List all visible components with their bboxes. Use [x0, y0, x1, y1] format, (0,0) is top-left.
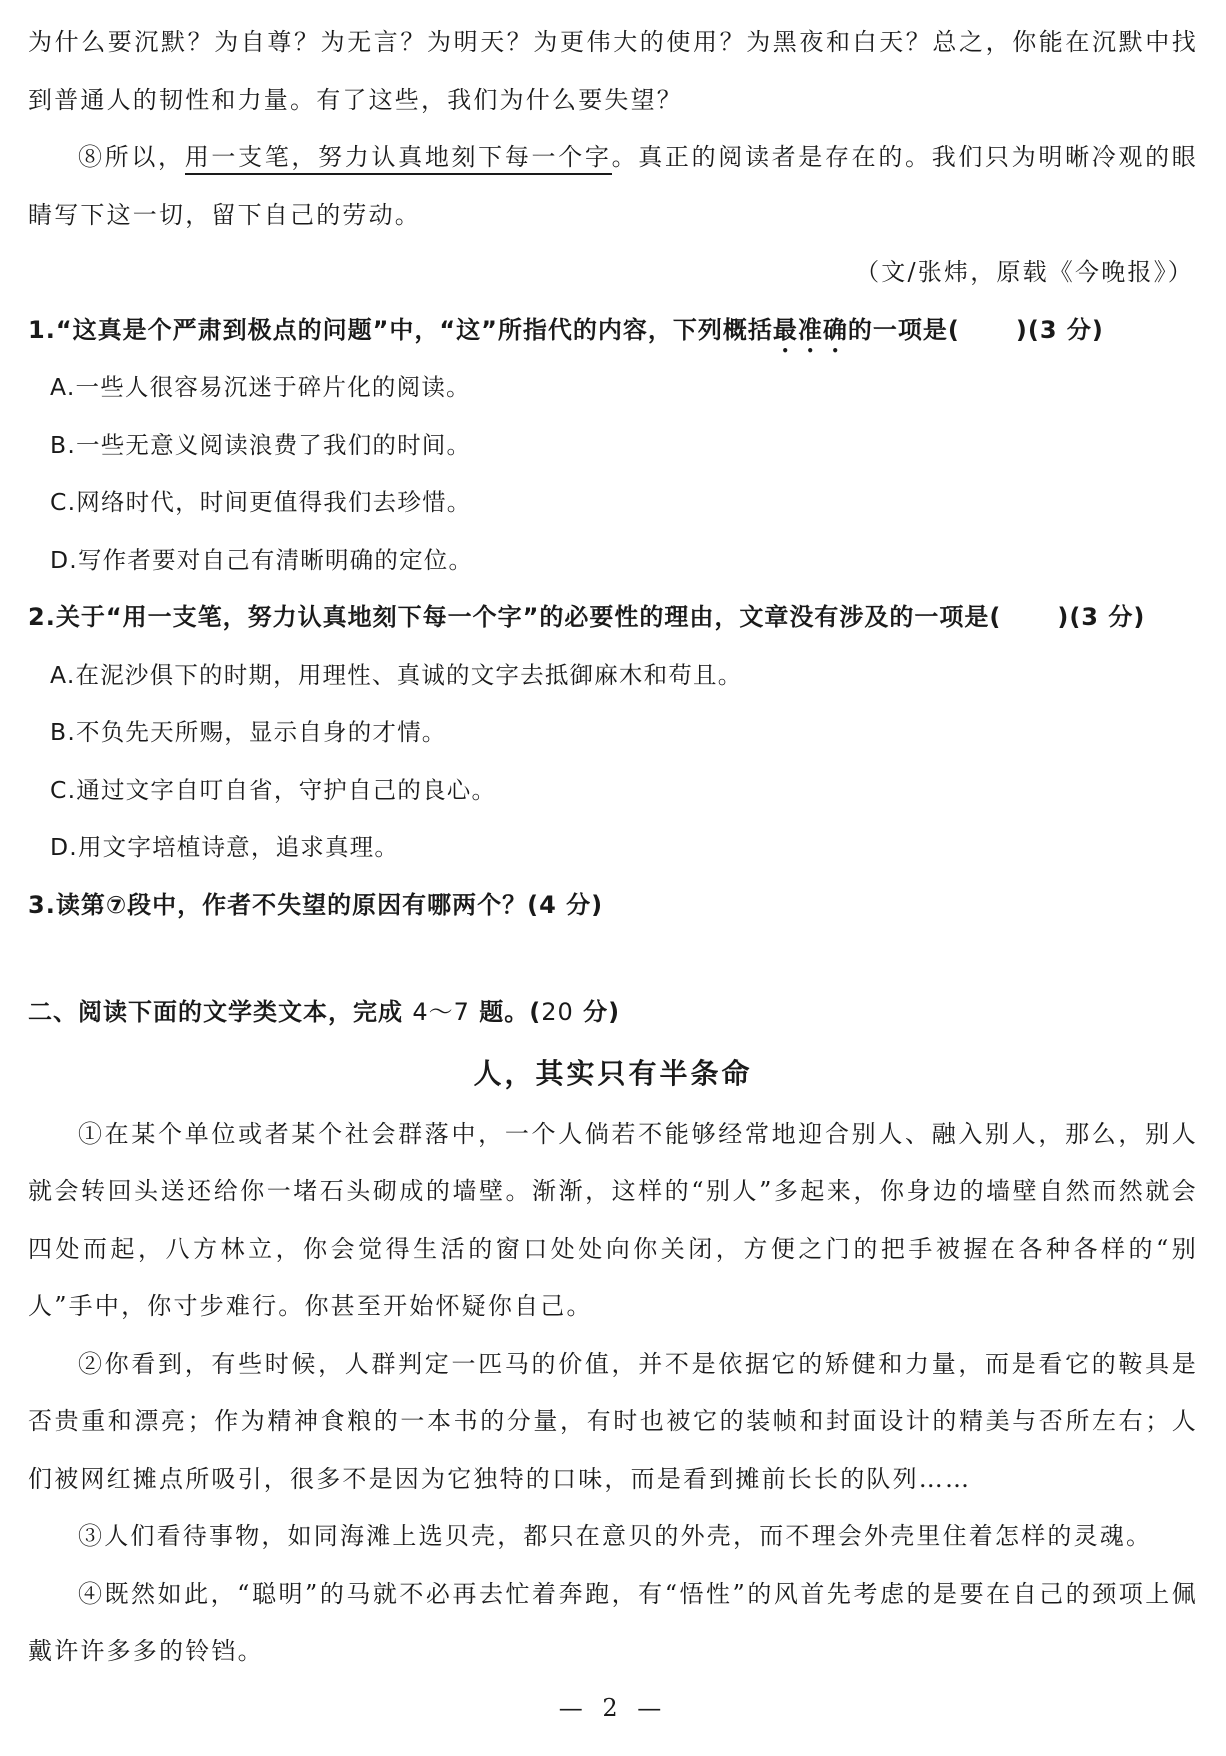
section-2-prefix: 二、阅读下面的文学类文本，完成 [28, 998, 403, 1026]
section-2-suffix: 分) [583, 998, 621, 1026]
article-paragraph-1: ①在某个单位或者某个社会群落中，一个人倘若不能够经常地迎合别人、融入别人，那么，别人就会转回头送还给你一堵石头砌成的墙壁。渐渐，这样的“别人”多起来，你身边的墙壁自然而然就会四处而起，八方林立，你会觉得生活的窗口处处向你关闭，方便之门的把手被握在各种各样的“别人”手中，你寸步难行。你甚至开始怀疑你自己。 [28, 1119, 1198, 1320]
section-2-points: 20 [541, 998, 574, 1026]
article-title: 人，其实只有半条命 [473, 1056, 753, 1090]
question-2-option-a: A.在泥沙俱下的时期，用理性、真诚的文字去抵御麻木和苟且。 [50, 660, 743, 689]
question-1-score: )(3 分) [1015, 315, 1104, 344]
question-1 [28, 302, 1198, 360]
answer-space[interactable] [28, 934, 1198, 984]
source-citation: （文/张炜，原载《今晚报》） [855, 258, 1194, 286]
question-1-emphasis: 最准确 [772, 315, 848, 344]
question-1-option-a: A.一些人很容易沉迷于碎片化的阅读。 [50, 373, 471, 401]
question-1-option-c: C.网络时代，时间更值得我们去珍惜。 [50, 488, 472, 516]
question-1-option-b: B.一些无意义阅读浪费了我们的时间。 [50, 430, 472, 459]
paragraph-8-prefix: ⑧所以， [78, 143, 185, 171]
question-1-option-d: D.写作者要对自己有清晰明确的定位。 [50, 545, 474, 574]
section-2-heading [28, 984, 1198, 1042]
paragraph-8-suffix: 。真正的阅读者是存在的。我们只为明晰冷观的眼睛写下这一切，留下自己的劳动。 [28, 143, 1198, 229]
question-3: 3.读第⑦段中，作者不失望的原因有哪两个？(4 分) [28, 890, 604, 919]
paragraph-7-continuation: 为什么要沉默？为自尊？为无言？为明天？为更伟大的使用？为黑夜和白天？总之，你能在沉默中找到普通人的韧性和力量。有了这些，我们为什么要失望？ [28, 28, 1198, 114]
article-paragraph-2: ②你看到，有些时候，人群判定一匹马的价值，并不是依据它的矫健和力量，而是看它的鞍具是否贵重和漂亮；作为精神食粮的一本书的分量，有时也被它的装帧和封面设计的精美与否所左右；人们被网红摊点所吸引，很多不是因为它独特的口味，而是看到摊前长长的队列…… [28, 1349, 1198, 1493]
question-2-option-c: C.通过文字自叮自省，守护自己的良心。 [50, 775, 497, 804]
page-number: — 2 — [558, 1694, 668, 1722]
article-paragraph-3: ③人们看待事物，如同海滩上选贝壳，都只在意贝的外壳，而不理会外壳里住着怎样的灵魂。 [78, 1522, 1153, 1550]
question-2 [28, 589, 1198, 647]
underlined-sentence: 用一支笔，努力认真地刻下每一个字 [185, 143, 612, 175]
question-2-option-d: D.用文字培植诗意，追求真理。 [50, 833, 400, 861]
question-1-stem: 1.“这真是个严肃到极点的问题”中，“这”所指代的内容，下列概括 [28, 315, 773, 344]
article-paragraph-4: ④既然如此，“聪明”的马就不必再去忙着奔跑，有“悟性”的风首先考虑的是要在自己的颈项上佩戴许许多多的铃铛。 [28, 1579, 1198, 1665]
question-2-score: )(3 分) [1057, 603, 1146, 631]
exam-page [28, 14, 1198, 1681]
question-1-stem-end: 的一项是( [847, 315, 960, 344]
question-2-stem: 2.关于“用一支笔，努力认真地刻下每一个字”的必要性的理由，文章没有涉及的一项是( [28, 603, 1002, 631]
paragraph-8 [28, 129, 1198, 244]
section-2-range: 4～7 [412, 998, 470, 1026]
question-2-option-b: B.不负先天所赐，显示自身的才情。 [50, 718, 447, 746]
section-2-middle: 题。( [479, 998, 542, 1026]
